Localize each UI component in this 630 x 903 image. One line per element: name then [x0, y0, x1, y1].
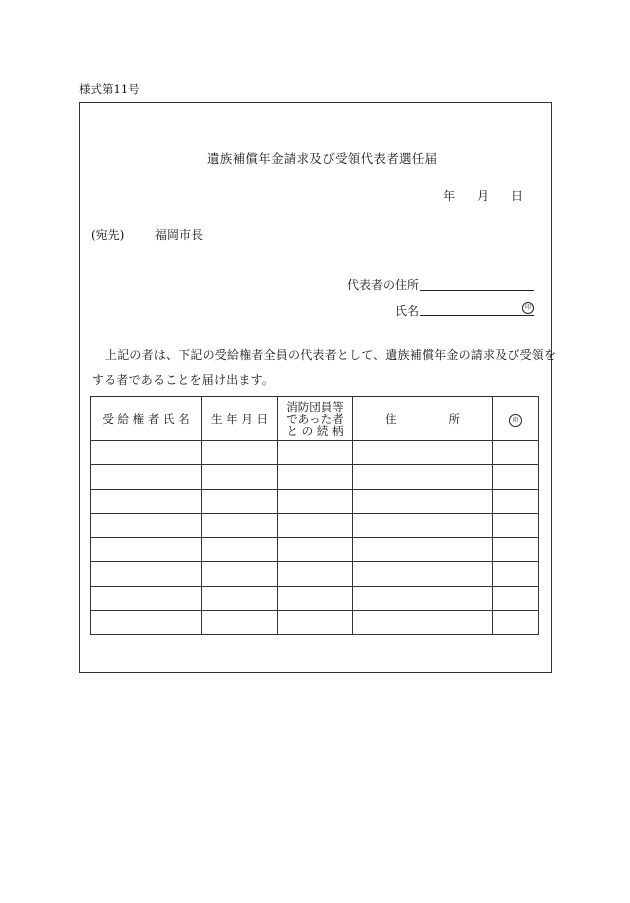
- birthdate-cell[interactable]: [202, 489, 278, 513]
- name-cell[interactable]: [91, 441, 202, 465]
- seal-icon: 印: [522, 302, 534, 314]
- seal-cell[interactable]: [493, 513, 539, 537]
- address-cell[interactable]: [353, 538, 493, 562]
- table-row: [91, 441, 539, 465]
- address-cell[interactable]: [353, 562, 493, 586]
- seal-cell[interactable]: [493, 465, 539, 489]
- table-row: [91, 513, 539, 537]
- column-header-relationship: [278, 397, 353, 441]
- name-cell[interactable]: [91, 513, 202, 537]
- date-month-label: 月: [477, 189, 490, 203]
- representative-address-field[interactable]: [420, 290, 534, 291]
- birthdate-cell[interactable]: [202, 586, 278, 610]
- representative-name-label: 氏名: [395, 304, 420, 318]
- relationship-cell[interactable]: [278, 586, 353, 610]
- relationship-cell[interactable]: [278, 611, 353, 635]
- representative-name-field[interactable]: [420, 315, 534, 316]
- name-cell[interactable]: [91, 489, 202, 513]
- column-header-address: [353, 397, 493, 441]
- address-cell[interactable]: [353, 513, 493, 537]
- addressee-name: 福岡市長: [155, 228, 204, 242]
- name-cell[interactable]: [91, 538, 202, 562]
- representative-address-label: 代表者の住所: [347, 278, 420, 292]
- seal-cell[interactable]: [493, 489, 539, 513]
- declaration-line-1: 上記の者は、下記の受給権者全員の代表者として、遺族補償年金の請求及び受領を: [105, 348, 557, 362]
- birthdate-cell[interactable]: [202, 513, 278, 537]
- address-cell[interactable]: [353, 465, 493, 489]
- column-header-birthdate: 生 年 月 日: [202, 397, 278, 441]
- name-cell[interactable]: [91, 465, 202, 489]
- birthdate-cell[interactable]: [202, 465, 278, 489]
- birthdate-cell[interactable]: [202, 538, 278, 562]
- birthdate-cell[interactable]: [202, 441, 278, 465]
- address-header-part-1: 住: [385, 411, 397, 426]
- relationship-cell[interactable]: [278, 513, 353, 537]
- table-row: [91, 489, 539, 513]
- relationship-cell[interactable]: [278, 562, 353, 586]
- birthdate-cell[interactable]: [202, 562, 278, 586]
- relationship-cell[interactable]: [278, 465, 353, 489]
- table-row: [91, 538, 539, 562]
- addressee-label: (宛先): [91, 228, 125, 242]
- relationship-cell[interactable]: [278, 538, 353, 562]
- address-cell[interactable]: [353, 441, 493, 465]
- form-number: 様式第11号: [79, 82, 140, 96]
- seal-cell[interactable]: [493, 562, 539, 586]
- relationship-header-line-3: と の 続 柄: [286, 423, 344, 438]
- relationship-header-line-1: 消防団員等: [286, 399, 344, 414]
- form-title: 遺族補償年金請求及び受領代表者選任届: [207, 151, 438, 166]
- recipients-table: [90, 396, 539, 635]
- date-year-label: 年: [443, 189, 456, 203]
- table-row: [91, 611, 539, 635]
- seal-cell[interactable]: [493, 586, 539, 610]
- address-cell[interactable]: [353, 611, 493, 635]
- seal-cell[interactable]: [493, 538, 539, 562]
- seal-cell[interactable]: [493, 611, 539, 635]
- column-header-name: 受 給 権 者 氏 名: [91, 397, 202, 441]
- declaration-line-2: する者であることを届け出ます。: [92, 373, 275, 387]
- date-day-label: 日: [511, 189, 524, 203]
- name-cell[interactable]: [91, 586, 202, 610]
- address-cell[interactable]: [353, 586, 493, 610]
- table-row: [91, 586, 539, 610]
- relationship-header-line-2: であった者: [286, 411, 344, 426]
- birthdate-cell[interactable]: [202, 611, 278, 635]
- column-header-seal: [493, 397, 539, 441]
- seal-cell[interactable]: [493, 441, 539, 465]
- address-cell[interactable]: [353, 489, 493, 513]
- seal-icon: 印: [509, 414, 522, 427]
- table-row: [91, 465, 539, 489]
- table-row: [91, 562, 539, 586]
- relationship-cell[interactable]: [278, 441, 353, 465]
- address-header-part-2: 所: [448, 411, 460, 426]
- relationship-cell[interactable]: [278, 489, 353, 513]
- table-header-row: [91, 397, 539, 441]
- name-cell[interactable]: [91, 562, 202, 586]
- name-cell[interactable]: [91, 611, 202, 635]
